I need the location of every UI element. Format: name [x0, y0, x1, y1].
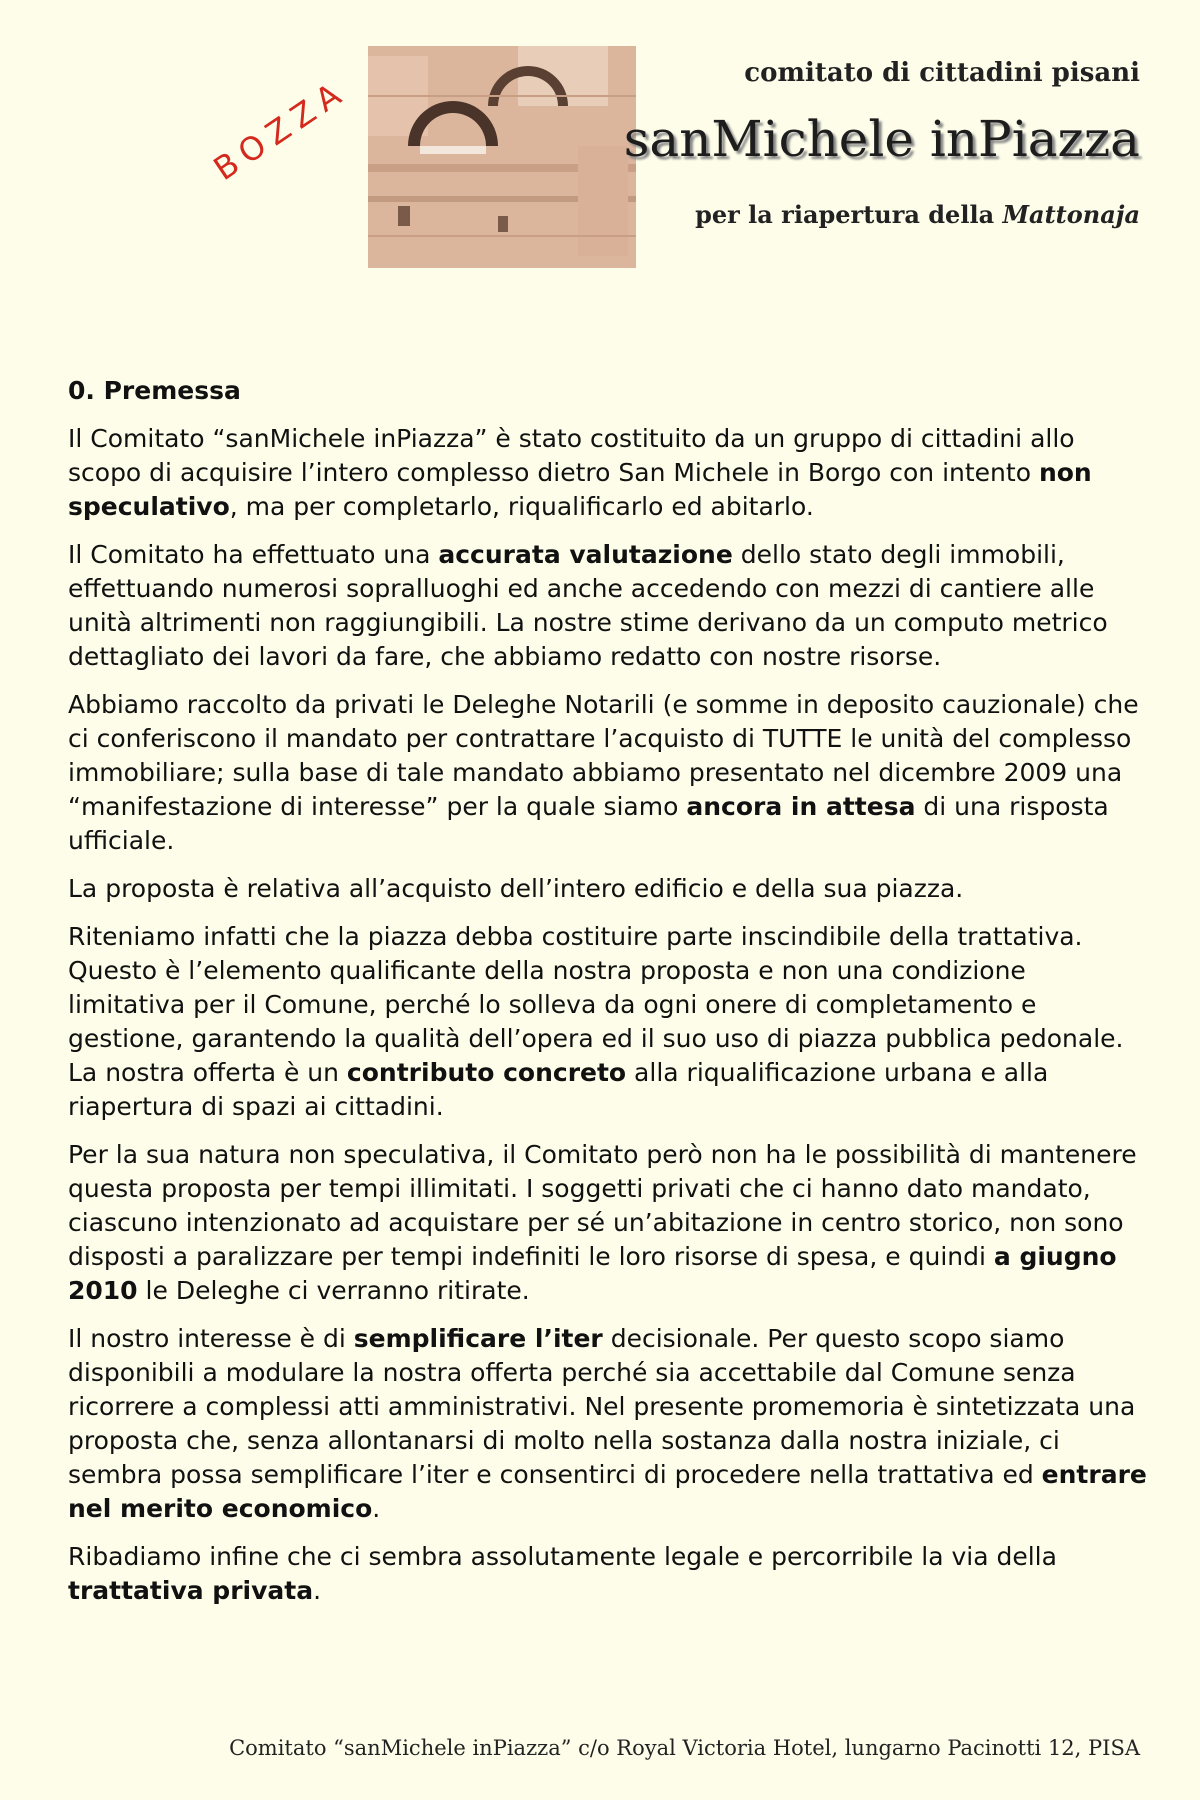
committee-tagline [695, 200, 1140, 229]
paragraph-bold: accurata valutazione [438, 540, 733, 569]
committee-subtitle: comitato di cittadini pisani [744, 58, 1140, 88]
paragraph [68, 1540, 1148, 1608]
paragraph-bold: trattativa privata [68, 1576, 314, 1605]
paragraph [68, 538, 1148, 674]
paragraph [68, 872, 1148, 906]
paragraph-text: Ribadiamo infine che ci sembra assolutamente legale e percorribile la via della [68, 1542, 1057, 1571]
paragraph-text: di una risposta ufficiale. [68, 792, 1109, 855]
paragraph-bold: ancora in attesa [686, 792, 916, 821]
paragraph-text: . [313, 1576, 322, 1605]
paragraph-text: Il Comitato “sanMichele inPiazza” è stato costituito da un gruppo di cittadini allo scopo di acquisire l’intero complesso dietro San Michele in Borgo con intento [68, 424, 1075, 487]
paragraph-text: Il Comitato ha effettuato una [68, 540, 439, 569]
paragraph-bold: semplificare l’iter [353, 1324, 603, 1353]
paragraph-bold: contributo concreto [346, 1058, 627, 1087]
paragraph-text: alla riqualificazione urbana e alla riapertura di spazi ai cittadini. [68, 1058, 1049, 1121]
committee-title: sanMichele inPiazza [623, 110, 1140, 168]
paragraph-text: Riteniamo infatti che la piazza debba costituire parte inscindibile della trattativa. Questo è l’elemento qualificante della nostra proposta e non una condizione limitativa per il Comune, perché lo solleva da ogni onere di completamento e gestione, garantendo la qualità dell’opera ed il suo uso di piazza pubblica pedonale. La nostra offerta è un [68, 922, 1124, 1087]
paragraph-text: , ma per completarlo, riqualificarlo ed abitarlo. [229, 492, 814, 521]
paragraph-bold: a giugno 2010 [68, 1242, 1117, 1305]
paragraph-text: . [372, 1494, 381, 1523]
paragraph [68, 422, 1148, 524]
building-arches-image [368, 46, 636, 268]
paragraph-text: le Deleghe ci verranno ritirate. [137, 1276, 530, 1305]
paragraph-text: Abbiamo raccolto da privati le Deleghe Notarili (e somme in deposito cauzionale) che ci conferiscono il mandato per contrattare l’acquisto di TUTTE le unità del complesso immobiliare; sulla base di tale mandato abbiamo presentato nel dicembre 2009 una “manifestazione di interesse” per la quale siamo [68, 690, 1139, 821]
tagline-text: per la riapertura della [695, 200, 1003, 229]
paragraph-text: decisionale. Per questo scopo siamo disponibili a modulare la nostra offerta perché sia accettabile dal Comune senza ricorrere a complessi atti amministrativi. Nel presente promemoria è sintetizzata una proposta che, senza allontanarsi di molto nella sostanza dalla nostra iniziale, ci sembra possa semplificare l’iter e consentirci di procedere nella trattativa ed [68, 1324, 1136, 1489]
paragraph-bold: non speculativo [68, 458, 1092, 521]
paragraph [68, 1322, 1148, 1526]
paragraph-text: Il nostro interesse è di [68, 1324, 354, 1353]
tagline-italic: Mattonaja [1002, 200, 1140, 229]
paragraph [68, 688, 1148, 858]
footer-address: Comitato “sanMichele inPiazza” c/o Royal Victoria Hotel, lungarno Pacinotti 12, PISA [229, 1736, 1140, 1760]
paragraph-bold: entrare nel merito economico [68, 1460, 1147, 1523]
letterhead [0, 0, 1200, 320]
document-body [68, 374, 1148, 1622]
draft-stamp: BOZZA [206, 71, 355, 188]
section-heading: 0. Premessa [68, 376, 241, 405]
paragraph [68, 1138, 1148, 1308]
arches-illustration [368, 46, 636, 268]
paragraph [68, 920, 1148, 1124]
paragraph-text: dello stato degli immobili, effettuando numerosi sopralluoghi ed anche accedendo con mezzi di cantiere alle unità altrimenti non raggiungibili. La nostre stime derivano da un computo metrico dettagliato dei lavori da fare, che abbiamo redatto con nostre risorse. [68, 540, 1108, 671]
paragraph-text: La proposta è relativa all’acquisto dell’intero edificio e della sua piazza. [68, 874, 964, 903]
paragraph-text: Per la sua natura non speculativa, il Comitato però non ha le possibilità di mantenere questa proposta per tempi illimitati. I soggetti privati che ci hanno dato mandato, ciascuno intenzionato ad acquistare per sé un’abitazione in centro storico, non sono disposti a paralizzare per tempi indefiniti le loro risorse di spesa, e quindi [68, 1140, 1137, 1271]
